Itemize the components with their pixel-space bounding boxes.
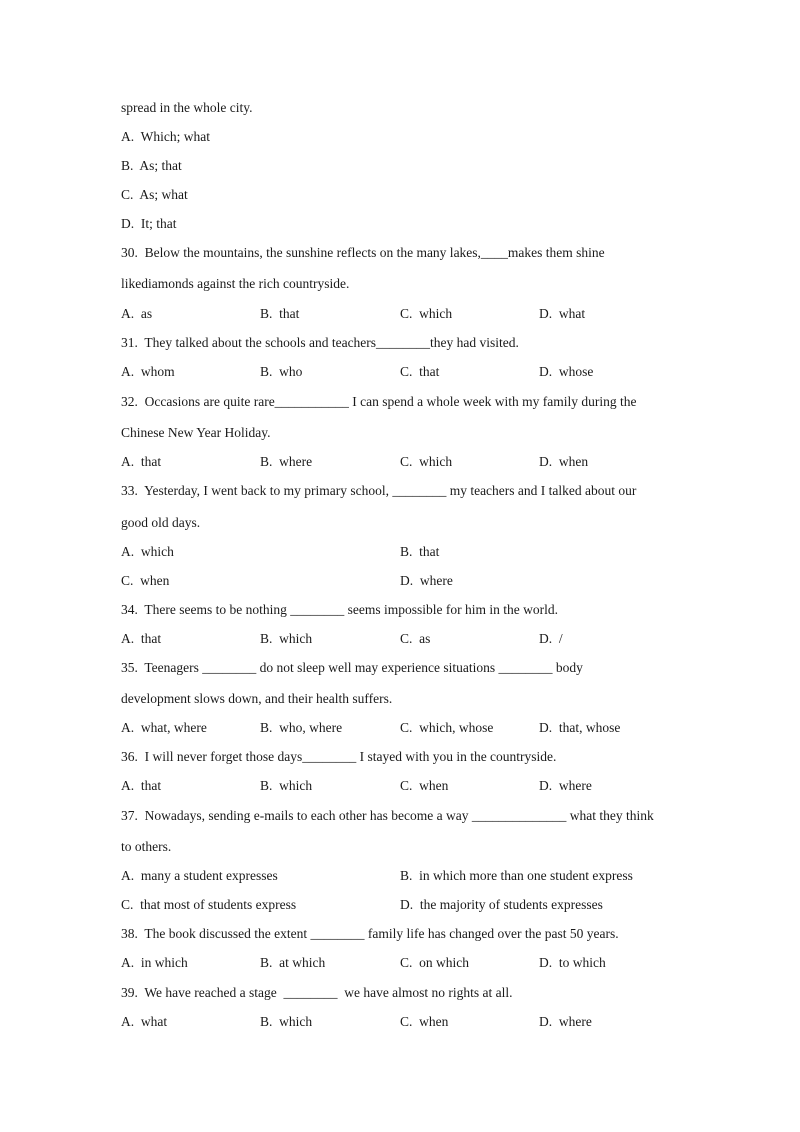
question-31: 31. They talked about the schools and teachers________they had visited. [121, 335, 519, 350]
q32-options [121, 454, 681, 470]
q38-options [121, 955, 681, 971]
q39-options [121, 1014, 681, 1030]
q32-option-d: D. when [539, 454, 589, 469]
q31-option-c: C. that [400, 364, 440, 379]
question-36: 36. I will never forget those days________ I stayed with you in the countryside. [121, 749, 557, 764]
q33-options-row1 [121, 544, 681, 560]
q37-option-c: C. that most of students express [121, 897, 297, 912]
q39-option-d: D. where [539, 1014, 592, 1029]
q36-option-b: B. which [260, 778, 313, 793]
q35-option-b: B. who, where [260, 720, 343, 735]
q36-option-a: A. that [121, 778, 162, 793]
q34-option-a: A. that [121, 631, 162, 646]
q37-option-b: B. in which more than one student express [400, 868, 633, 883]
q32-option-a: A. that [121, 454, 162, 469]
q31-option-b: B. who [260, 364, 303, 379]
question-33-cont: good old days. [121, 515, 201, 530]
q35-option-c: C. which, whose [400, 720, 494, 735]
q38-option-d: D. to which [539, 955, 606, 970]
q37-option-a: A. many a student expresses [121, 868, 278, 883]
q39-option-a: A. what [121, 1014, 168, 1029]
q35-options [121, 720, 681, 736]
q29-option-b: B. As; that [121, 158, 182, 173]
question-34: 34. There seems to be nothing ________ seems impossible for him in the world. [121, 602, 558, 617]
q30-option-c: C. which [400, 306, 453, 321]
question-35: 35. Teenagers ________ do not sleep well may experience situations ________ body [121, 660, 583, 675]
question-37: 37. Nowadays, sending e-mails to each other has become a way ______________ what they think [121, 808, 654, 823]
question-37-cont: to others. [121, 839, 172, 854]
question-35-cont: development slows down, and their health suffers. [121, 691, 393, 706]
q30-option-a: A. as [121, 306, 153, 321]
q33-option-a: A. which [121, 544, 174, 559]
q36-options [121, 778, 681, 794]
q37-options-row1 [121, 868, 681, 884]
q35-option-d: D. that, whose [539, 720, 621, 735]
q29-option-a: A. Which; what [121, 129, 210, 144]
q34-option-b: B. which [260, 631, 313, 646]
question-38: 38. The book discussed the extent ________ family life has changed over the past 50 years. [121, 926, 619, 941]
q32-option-b: B. where [260, 454, 313, 469]
q31-options [121, 364, 681, 380]
q34-options [121, 631, 681, 647]
q38-option-a: A. in which [121, 955, 188, 970]
q30-options [121, 306, 681, 322]
question-39: 39. We have reached a stage ________ we have almost no rights at all. [121, 985, 513, 1000]
q39-option-c: C. when [400, 1014, 449, 1029]
q30-option-d: D. what [539, 306, 586, 321]
q33-option-b: B. that [400, 544, 440, 559]
q37-options-row2 [121, 897, 681, 913]
question-32-cont: Chinese New Year Holiday. [121, 425, 271, 440]
q33-option-c: C. when [121, 573, 170, 588]
q33-option-d: D. where [400, 573, 453, 588]
q34-option-c: C. as [400, 631, 431, 646]
q31-option-a: A. whom [121, 364, 175, 379]
q33-options-row2 [121, 573, 681, 589]
q38-option-b: B. at which [260, 955, 326, 970]
q38-option-c: C. on which [400, 955, 469, 970]
q36-option-d: D. where [539, 778, 592, 793]
q37-option-d: D. the majority of students expresses [400, 897, 603, 912]
q35-option-a: A. what, where [121, 720, 207, 735]
question-30-cont: likediamonds against the rich countryside. [121, 276, 350, 291]
q32-option-c: C. which [400, 454, 453, 469]
q30-option-b: B. that [260, 306, 300, 321]
q29-option-c: C. As; what [121, 187, 188, 202]
question-30: 30. Below the mountains, the sunshine reflects on the many lakes,____makes them shine [121, 245, 605, 260]
question-29-tail: spread in the whole city. [121, 100, 253, 115]
q34-option-d: D. / [539, 631, 563, 646]
q31-option-d: D. whose [539, 364, 594, 379]
q36-option-c: C. when [400, 778, 449, 793]
question-33: 33. Yesterday, I went back to my primary school, ________ my teachers and I talked about our [121, 483, 637, 498]
q29-option-d: D. It; that [121, 216, 177, 231]
q39-option-b: B. which [260, 1014, 313, 1029]
question-32: 32. Occasions are quite rare___________ I can spend a whole week with my family during the [121, 394, 637, 409]
